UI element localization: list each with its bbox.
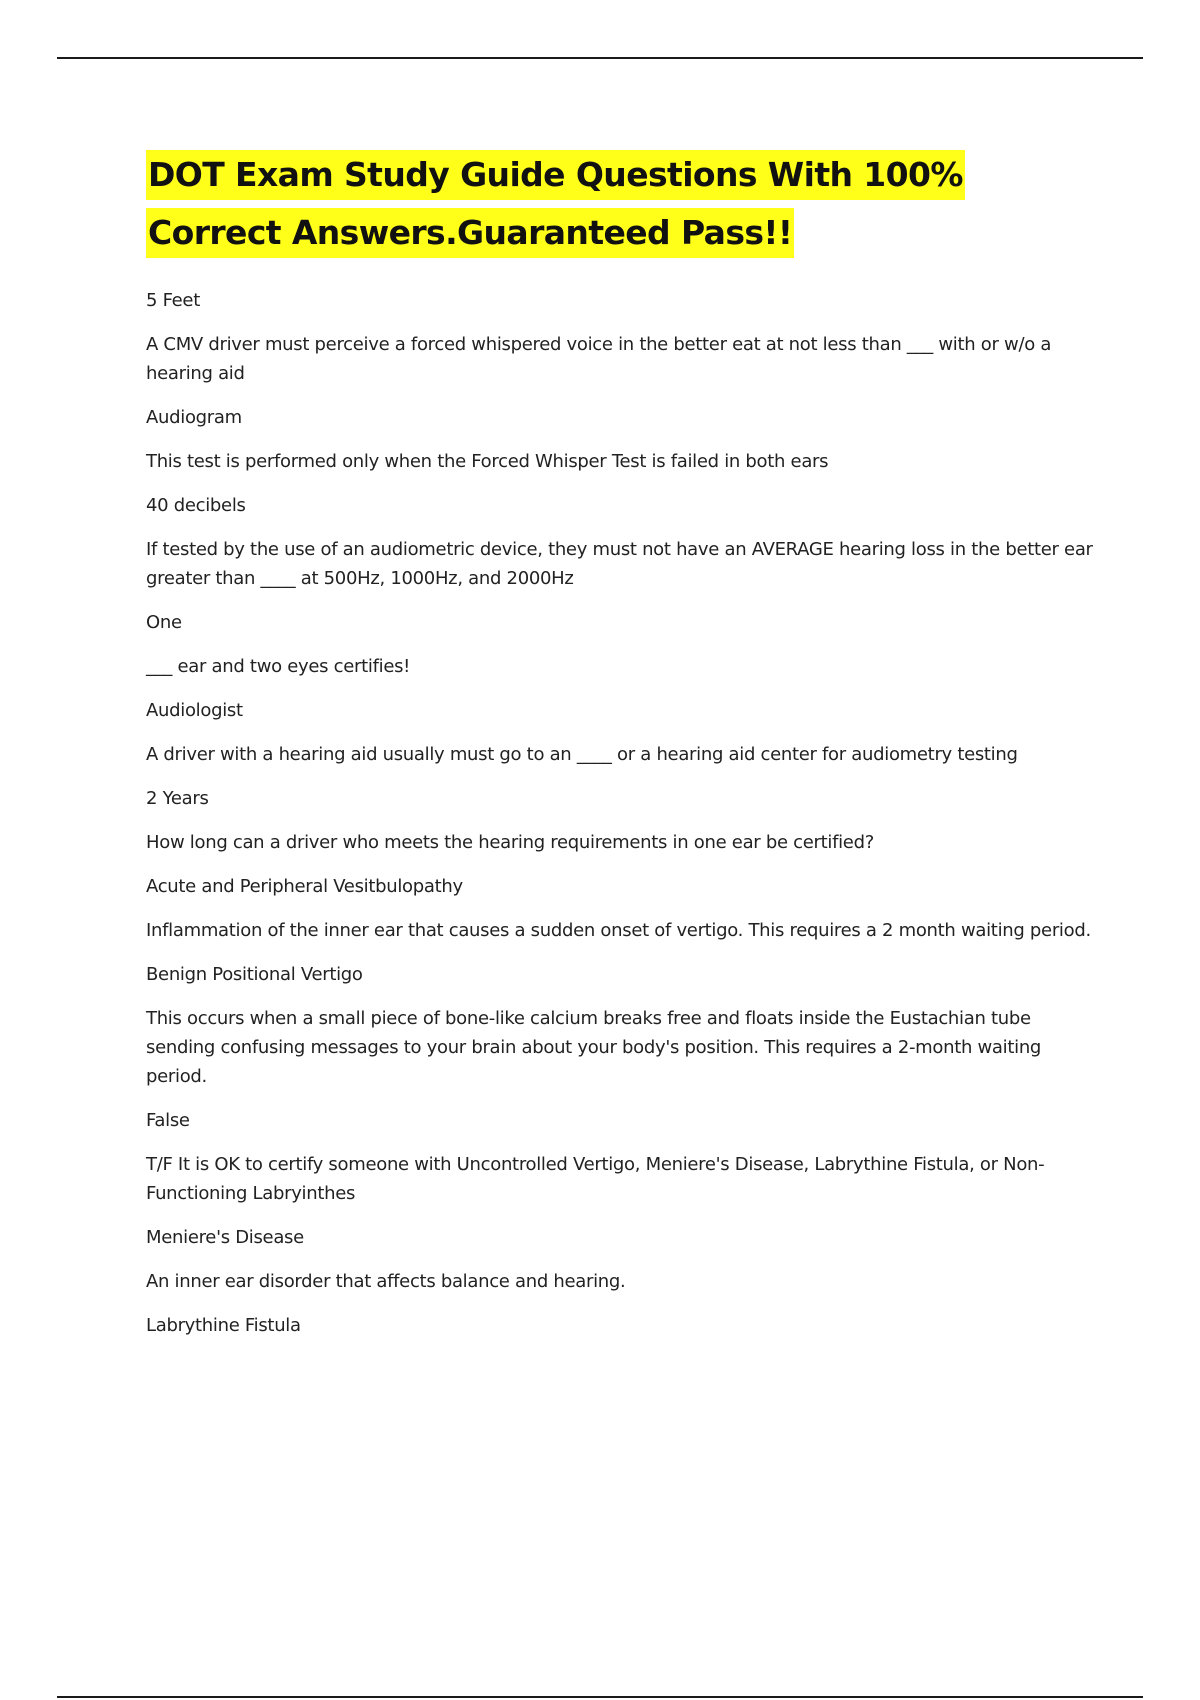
bottom-rule bbox=[57, 1696, 1143, 1698]
answer-term: Meniere's Disease bbox=[146, 1227, 304, 1248]
answer-term: 2 Years bbox=[146, 788, 209, 809]
document-body bbox=[146, 146, 1096, 1355]
question-text: ___ ear and two eyes certifies! bbox=[146, 656, 411, 677]
qa-entry bbox=[146, 491, 1096, 593]
qa-entry bbox=[146, 960, 1096, 1091]
document-title bbox=[146, 146, 1096, 262]
answer-term: False bbox=[146, 1110, 190, 1131]
answer-term: One bbox=[146, 612, 182, 633]
answer-term: Audiologist bbox=[146, 700, 243, 721]
question-text: This test is performed only when the Forced Whisper Test is failed in both ears bbox=[146, 451, 829, 472]
qa-entry bbox=[146, 286, 1096, 388]
qa-entry bbox=[146, 1311, 1096, 1340]
question-text: An inner ear disorder that affects balance and hearing. bbox=[146, 1271, 626, 1292]
top-rule bbox=[57, 57, 1143, 59]
question-text: A driver with a hearing aid usually must go to an ____ or a hearing aid center for audiometry testing bbox=[146, 744, 1018, 765]
answer-term: Labrythine Fistula bbox=[146, 1315, 301, 1336]
answer-term: Audiogram bbox=[146, 407, 242, 428]
answer-term: Benign Positional Vertigo bbox=[146, 964, 363, 985]
answer-term: Acute and Peripheral Vesitbulopathy bbox=[146, 876, 463, 897]
answer-term: 5 Feet bbox=[146, 290, 200, 311]
question-text: If tested by the use of an audiometric device, they must not have an AVERAGE hearing loss in the better ear greater than ____ at 500Hz, 1000Hz, and 2000Hz bbox=[146, 539, 1093, 589]
qa-entry bbox=[146, 784, 1096, 857]
answer-term: 40 decibels bbox=[146, 495, 246, 516]
qa-entry bbox=[146, 608, 1096, 681]
question-text: A CMV driver must perceive a forced whispered voice in the better eat at not less than ___ with or w/o a hearing aid bbox=[146, 334, 1052, 384]
question-text: This occurs when a small piece of bone-like calcium breaks free and floats inside the Eustachian tube sending confusing messages to your brain about your body's position. This requires a 2-month waiting period. bbox=[146, 1008, 1042, 1087]
question-text: T/F It is OK to certify someone with Uncontrolled Vertigo, Meniere's Disease, Labrythine Fistula, or Non-Functioning Labryinthes bbox=[146, 1154, 1045, 1204]
qa-entry bbox=[146, 872, 1096, 945]
question-text: How long can a driver who meets the hearing requirements in one ear be certified? bbox=[146, 832, 874, 853]
document-title-text: DOT Exam Study Guide Questions With 100% Correct Answers.Guaranteed Pass!! bbox=[146, 150, 965, 258]
qa-entry bbox=[146, 696, 1096, 769]
qa-entry bbox=[146, 403, 1096, 476]
qa-entry bbox=[146, 1223, 1096, 1296]
question-text: Inflammation of the inner ear that causes a sudden onset of vertigo. This requires a 2 month waiting period. bbox=[146, 920, 1091, 941]
qa-entry bbox=[146, 1106, 1096, 1208]
